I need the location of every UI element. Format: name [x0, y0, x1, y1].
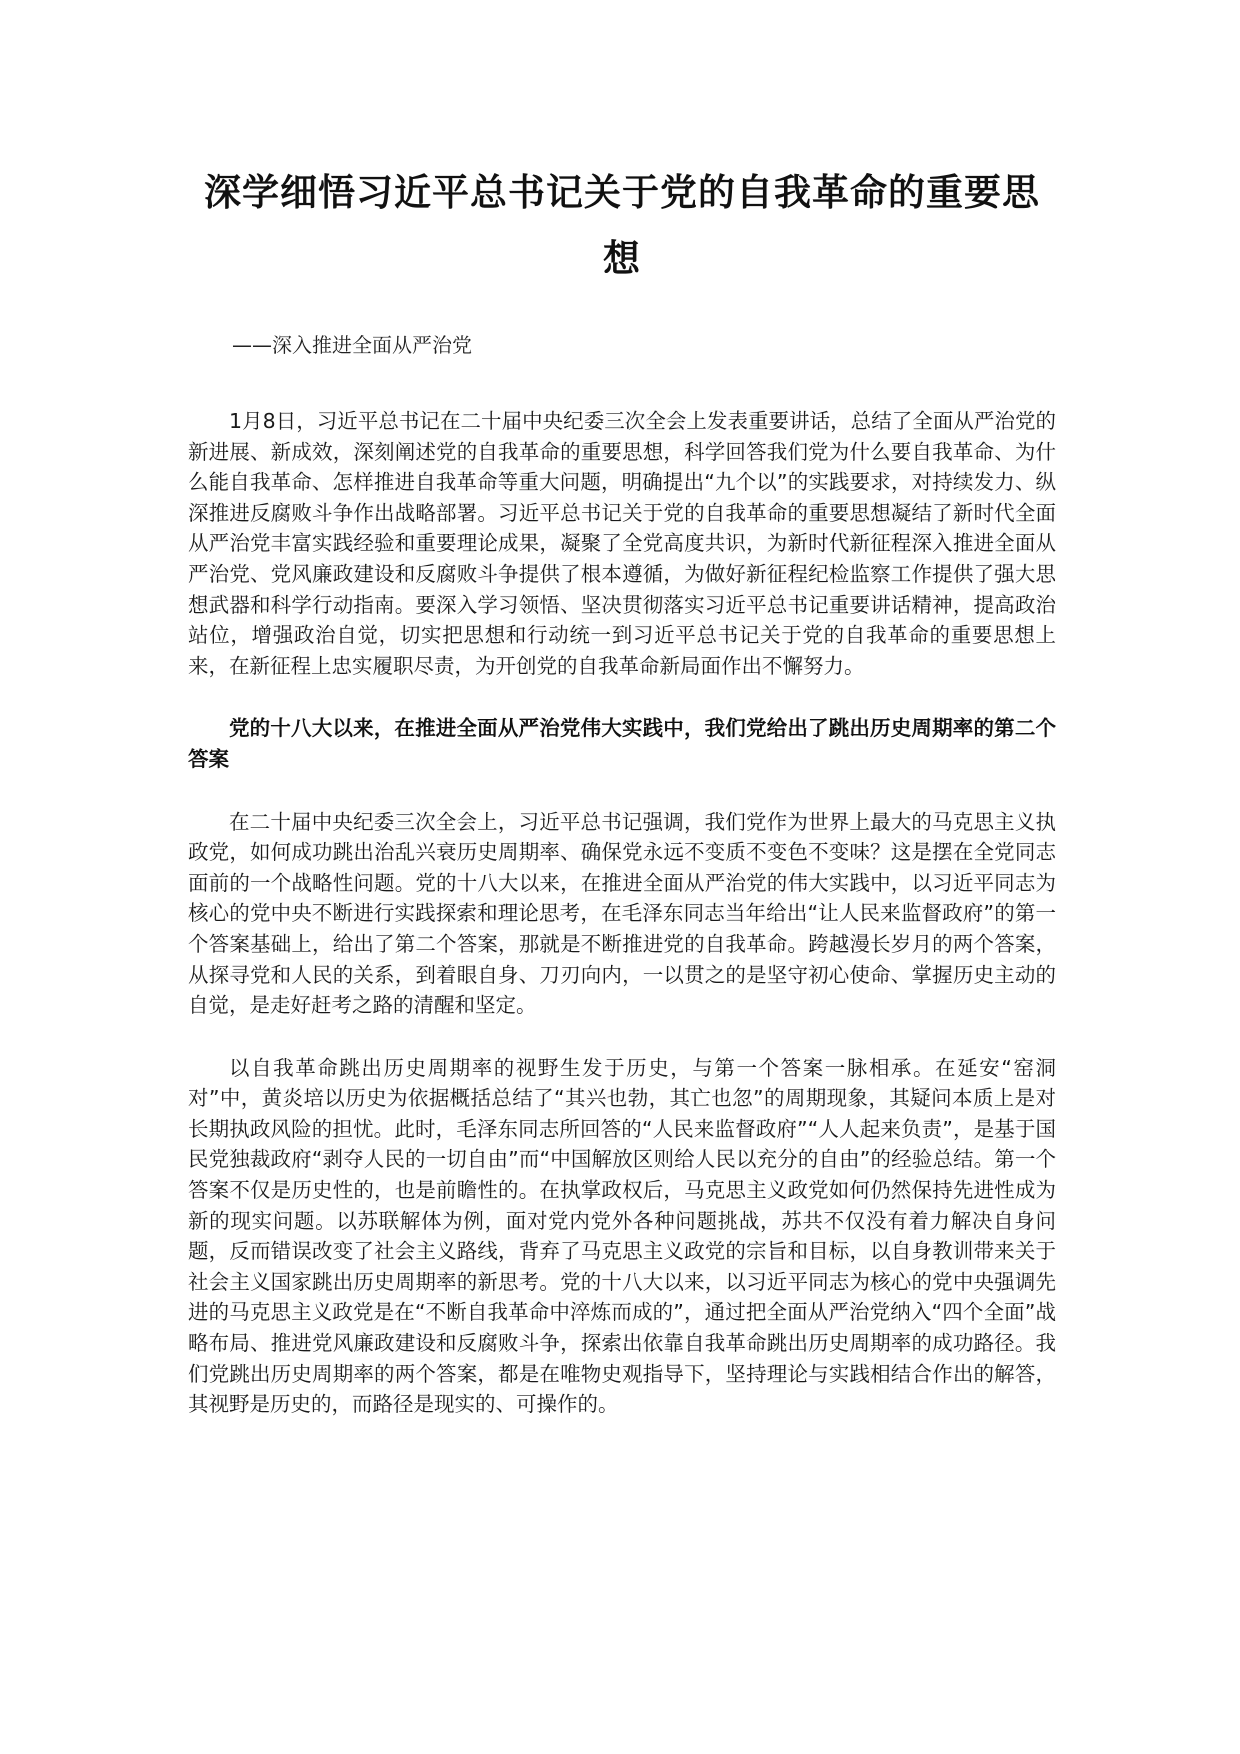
- page-subtitle: ——深入推进全面从严治党: [232, 333, 472, 357]
- document-page: [188, 160, 1056, 1420]
- intro-paragraph: 1月8日，习近平总书记在二十届中央纪委三次全会上发表重要讲话，总结了全面从严治党的新进展、新成效，深刻阐述党的自我革命的重要思想，科学回答我们党为什么要自我革命、为什么能自我革命、怎样推进自我革命等重大问题，明确提出“九个以”的实践要求，对持续发力、纵深推进反腐败斗争作出战略部署。习近平总书记关于党的自我革命的重要思想凝结了新时代全面从严治党丰富实践经验和重要理论成果，凝聚了全党高度共识，为新时代新征程深入推进全面从严治党、党风廉政建设和反腐败斗争提供了根本遵循，为做好新征程纪检监察工作提供了强大思想武器和科学行动指南。要深入学习领悟、坚决贯彻落实习近平总书记重要讲话精神，提高政治站位，增强政治自觉，切实把思想和行动统一到习近平总书记关于党的自我革命的重要思想上来，在新征程上忠实履职尽责，为开创党的自我革命新局面作出不懈努力。: [188, 409, 1056, 678]
- page-title: 深学细悟习近平总书记关于党的自我革命的重要思想: [204, 171, 1040, 280]
- body-paragraph: 在二十届中央纪委三次全会上，习近平总书记强调，我们党作为世界上最大的马克思主义执政党，如何成功跳出治乱兴衰历史周期率、确保党永远不变质不变色不变味？这是摆在全党同志面前的一个战略性问题。党的十八大以来，在推进全面从严治党的伟大实践中，以习近平同志为核心的党中央不断进行实践探索和理论思考，在毛泽东同志当年给出“让人民来监督政府”的第一个答案基础上，给出了第二个答案，那就是不断推进党的自我革命。跨越漫长岁月的两个答案，从探寻党和人民的关系，到着眼自身、刀刃向内，一以贯之的是坚守初心使命、掌握历史主动的自觉，是走好赶考之路的清醒和坚定。: [188, 809, 1056, 1018]
- section-heading: 党的十八大以来，在推进全面从严治党伟大实践中，我们党给出了跳出历史周期率的第二个答案: [188, 716, 1056, 771]
- body-paragraph: 以自我革命跳出历史周期率的视野生发于历史，与第一个答案一脉相承。在延安“窑洞对”中，黄炎培以历史为依据概括总结了“其兴也勃，其亡也忽”的周期现象，其疑问本质上是对长期执政风险的担忧。此时，毛泽东同志所回答的“人民来监督政府”“人人起来负责”，是基于国民党独裁政府“剥夺人民的一切自由”而“中国解放区则给人民以充分的自由”的经验总结。第一个答案不仅是历史性的，也是前瞻性的。在执掌政权后，马克思主义政党如何仍然保持先进性成为新的现实问题。以苏联解体为例，面对党内党外各种问题挑战，苏共不仅没有着力解决自身问题，反而错误改变了社会主义路线，背弃了马克思主义政党的宗旨和目标，以自身教训带来关于社会主义国家跳出历史周期率的新思考。党的十八大以来，以习近平同志为核心的党中央强调先进的马克思主义政党是在“不断自我革命中淬炼而成的”，通过把全面从严治党纳入“四个全面”战略布局、推进党风廉政建设和反腐败斗争，探索出依靠自我革命跳出历史周期率的成功路径。我们党跳出历史周期率的两个答案，都是在唯物史观指导下，坚持理论与实践相结合作出的解答，其视野是历史的，而路径是现实的、可操作的。: [188, 1055, 1056, 1417]
